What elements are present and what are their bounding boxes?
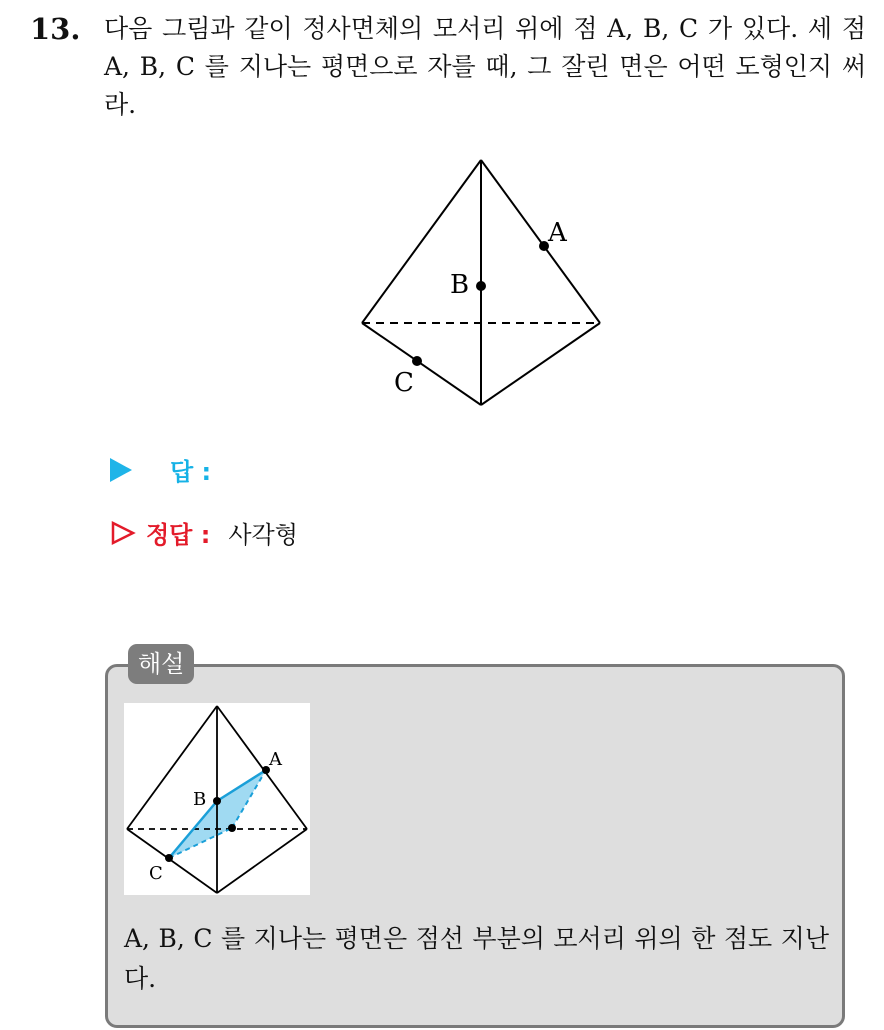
edge-left-bottom <box>362 323 481 405</box>
correct-answer-value: 사각형 <box>228 521 298 549</box>
exp-point-b <box>213 797 221 805</box>
answer-label: 답 : <box>170 458 212 486</box>
explanation-text: A, B, C 를 지나는 평면은 점선 부분의 모서리 위의 한 점도 지난다. <box>124 924 829 993</box>
question-number: 13. <box>30 12 81 46</box>
exp-label-c: C <box>149 863 163 884</box>
exp-label-b: B <box>193 789 207 810</box>
answer-row <box>110 452 211 487</box>
edge-right-bottom <box>481 323 600 405</box>
exp-point-d <box>228 824 236 832</box>
exp-edge-right-bottom <box>217 829 307 893</box>
label-b: B <box>450 270 470 300</box>
label-a: A <box>548 218 567 248</box>
play-triangle-icon <box>110 458 132 482</box>
label-c: C <box>394 368 414 398</box>
explanation-figure <box>124 703 310 895</box>
edge-top-right <box>481 160 600 323</box>
point-b <box>476 281 486 291</box>
exp-edge-top-left <box>127 706 217 829</box>
point-c <box>412 356 422 366</box>
exp-point-c <box>165 854 173 862</box>
correct-answer-label: 정답 : <box>146 521 211 549</box>
tetrahedron-figure <box>350 155 610 415</box>
explanation-tab: 해설 <box>128 644 194 684</box>
correct-answer-row <box>110 515 298 550</box>
question-text: 다음 그림과 같이 정사면체의 모서리 위에 점 A, B, C 가 있다. 세 점 A, B, C 를 지나는 평면으로 자를 때, 그 잘린 면은 어떤 도형인지 써라. <box>104 14 866 119</box>
exp-label-a: A <box>269 749 282 770</box>
outline-triangle-icon <box>110 520 136 546</box>
